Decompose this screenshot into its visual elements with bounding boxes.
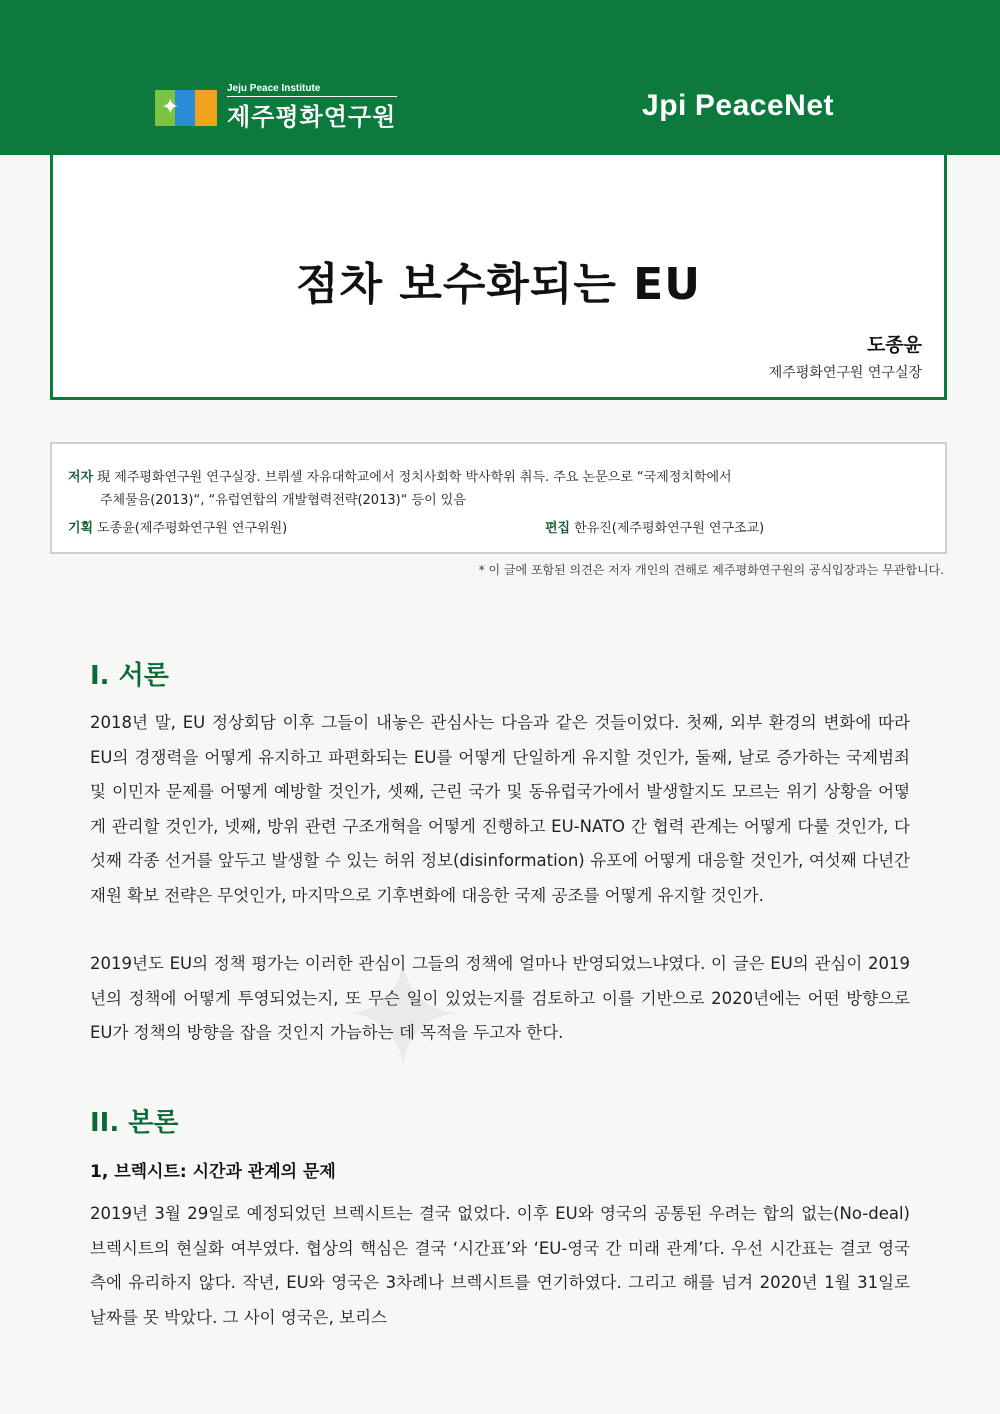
- author-bio-1: 現 제주평화연구원 연구실장. 브뤼셀 자유대학교에서 정치사회학 박사학위 취득. 주요 논문으로 “국제정치학에서: [97, 470, 732, 485]
- institute-emblem-icon: ✦: [155, 86, 217, 130]
- disclaimer: * 이 글에 포함된 의견은 저자 개인의 견해로 제주평화연구원의 공식입장과는 무관합니다.: [478, 563, 944, 577]
- body-paragraph-1: 2019년 3월 29일로 예정되었던 브렉시트는 결국 없었다. 이후 EU와 영국의 공통된 우려는 합의 없는(No-deal) 브렉시트의 현실화 여부였다. 협상의 핵심은 결국 ‘시간표’와 ‘EU-영국 간 미래 관계’다. 우선 시간표는 결코 영국 측에 유리하지 않다. 작년, EU와 영국은 3차례나 브렉시트를 연기하였다. 그리고 해를 넘겨 2020년 1월 31일로 날짜를 못 박았다. 그 사이 영국은, 보리스: [90, 1204, 910, 1327]
- document-title: 점차 보수화되는 EU: [296, 259, 701, 310]
- edit-label: 편집: [545, 521, 571, 536]
- author-info-line-2: 주체물음(2013)“, “유럽연합의 개발협력전략(2013)“ 등이 있음: [100, 493, 466, 508]
- institute-watermark-icon: ✦: [340, 930, 466, 1104]
- logo-name: 제주평화연구원: [227, 103, 397, 131]
- author-name: 도종윤: [866, 334, 922, 356]
- author-label: 저자: [68, 470, 94, 485]
- intro-paragraph-2: 2019년도 EU의 정책 평가는 이러한 관심이 그들의 정책에 얼마나 반영되었느냐였다. 이 글은 EU의 관심이 2019년의 정책에 어떻게 투영되었는지, 또 무슨 일이 있었는지를 검토하고 이를 기반으로 2020년에는 어떤 방향으로 EU가 정책의 방향을 잡을 것인지 가늠하는 데 목적을 두고자 한다.: [90, 954, 910, 1042]
- peacenet-name: PeaceNet: [694, 89, 834, 122]
- plan-text: 도종윤(제주평화연구원 연구위원): [97, 521, 288, 536]
- jeju-peace-institute-logo: [155, 83, 397, 132]
- plan-label: 기획: [68, 521, 94, 536]
- section-intro-heading: I. 서론: [90, 661, 169, 691]
- subsection-brexit-heading: 1, 브렉시트: 시간과 관계의 문제: [90, 1162, 336, 1182]
- logo-subtitle: Jeju Peace Institute: [227, 83, 397, 97]
- plan-line: [68, 517, 287, 536]
- header-banner: [53, 53, 944, 155]
- edit-line: [545, 517, 764, 536]
- peacenet-logo: [642, 89, 834, 123]
- author-info-line: [68, 466, 929, 485]
- author-role: 제주평화연구원 연구실장: [768, 365, 922, 381]
- edit-text: 한유진(제주평화연구원 연구조교): [574, 521, 765, 536]
- section-body-heading: II. 본론: [90, 1108, 179, 1138]
- intro-paragraph-1: 2018년 말, EU 정상회담 이후 그들이 내놓은 관심사는 다음과 같은 것들이었다. 첫째, 외부 환경의 변화에 따라 EU의 경쟁력을 어떻게 유지하고 파편화되는 EU를 어떻게 단일하게 유지할 것인가, 둘째, 날로 증가하는 국제범죄 및 이민자 문제를 어떻게 예방할 것인가, 셋째, 근린 국가 및 동유럽국가에서 발생할지도 모르는 위기 상황을 어떻게 관리할 것인가, 넷째, 방위 관련 구조개혁을 어떻게 진행하고 EU-NATO 간 협력 관계는 어떻게 다룰 것인가, 다섯째 각종 선거를 앞두고 발생할 수 있는 허위 정보(disinformation) 유포에 어떻게 대응할 것인가, 여섯째 다년간 재원 확보 전략은 무엇인가, 마지막으로 기후변화에 대응한 국제 공조를 어떻게 유지할 것인가.: [90, 713, 910, 905]
- header-box: [50, 50, 947, 400]
- jpi-mark: Jpi: [642, 89, 687, 122]
- author-info-box: [50, 442, 947, 554]
